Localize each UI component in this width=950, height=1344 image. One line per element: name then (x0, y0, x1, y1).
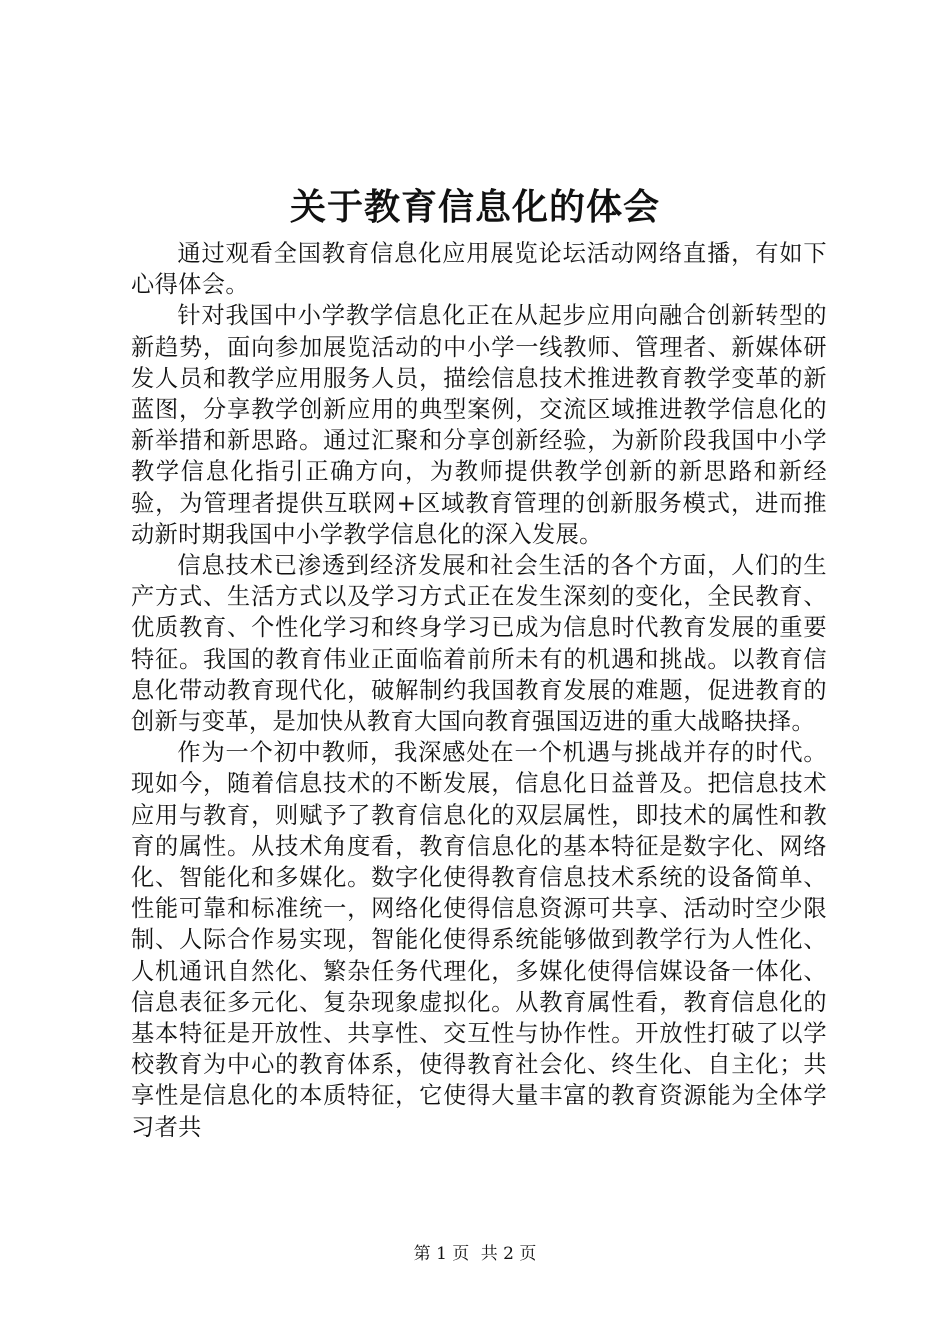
paragraph-3: 信息技术已渗透到经济发展和社会生活的各个方面，人们的生产方式、生活方式以及学习方式正在发生深刻的变化，全民教育、优质教育、个性化学习和终身学习已成为信息时代教育发展的重要特征。我国的教育伟业正面临着前所未有的机遇和挑战。以教育信息化带动教育现代化，破解制约我国教育发展的难题，促进教育的创新与变革，是加快从教育大国向教育强国迈进的重大战略抉择。 (131, 552, 827, 736)
document-body (131, 238, 827, 1143)
page-number: 第 1 页 (413, 1244, 470, 1264)
paragraph-4: 作为一个初中教师，我深感处在一个机遇与挑战并存的时代。现如今，随着信息技术的不断发展，信息化日益普及。把信息技术应用与教育，则赋予了教育信息化的双层属性，即技术的属性和教育的属性。从技术角度看，教育信息化的基本特征是数字化、网络化、智能化和多媒化。数字化使得教育信息技术系统的设备简单、性能可靠和标准统一，网络化使得信息资源可共享、活动时空少限制、人际合作易实现，智能化使得系统能够做到教学行为人性化、人机通讯自然化、繁杂任务代理化，多媒化使得信媒设备一体化、信息表征多元化、复杂现象虚拟化。从教育属性看，教育信息化的基本特征是开放性、共享性、交互性与协作性。开放性打破了以学校教育为中心的教育体系，使得教育社会化、终生化、自主化；共享性是信息化的本质特征，它使得大量丰富的教育资源能为全体学习者共 (131, 739, 827, 1141)
paragraph-2: 针对我国中小学教学信息化正在从起步应用向融合创新转型的新趋势，面向参加展览活动的中小学一线教师、管理者、新媒体研发人员和教学应用服务人员，描绘信息技术推进教育教学变革的新蓝图，分享教学创新应用的典型案例，交流区域推进教学信息化的新举措和新思路。通过汇聚和分享创新经验，为新阶段我国中小学教学信息化指引正确方向，为教师提供教学创新的新思路和新经验，为管理者提供互联网+区域教育管理的创新服务模式，进而推动新时期我国中小学教学信息化的深入发展。 (131, 302, 827, 548)
page-total: 共 2 页 (480, 1244, 537, 1264)
page-footer (0, 1242, 950, 1266)
page-title: 关于教育信息化的体会 (289, 187, 660, 228)
paragraph-1: 通过观看全国教育信息化应用展览论坛活动网络直播，有如下心得体会。 (131, 240, 827, 299)
